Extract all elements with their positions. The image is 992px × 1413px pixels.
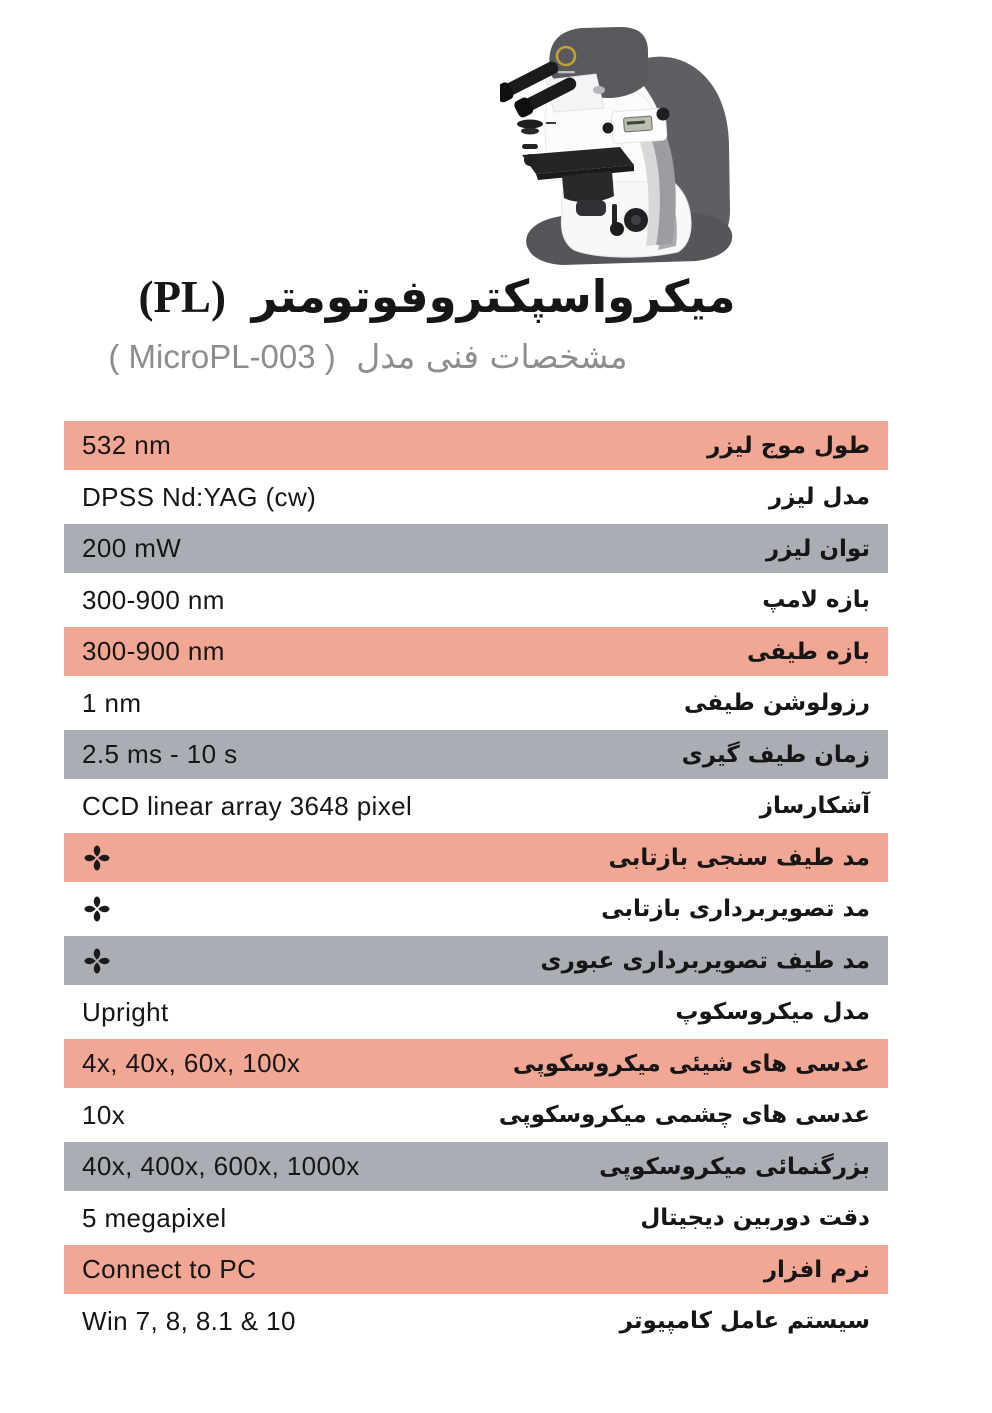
spec-row-lamp-range bbox=[64, 576, 888, 625]
spec-row-laser-power bbox=[64, 524, 888, 573]
page-title-persian: میکرواسپکتروفوتومتر bbox=[251, 270, 736, 323]
spec-value: DPSS Nd:YAG (cw) bbox=[82, 481, 317, 512]
spec-row-spectral-resolution bbox=[64, 679, 888, 728]
spec-row-magnification bbox=[64, 1142, 888, 1191]
page-subtitle-model: ( MicroPL-003 ) bbox=[108, 338, 336, 375]
spec-row-acquisition-time bbox=[64, 730, 888, 779]
spec-label: عدسی های شیئی میکروسکوپی bbox=[512, 1050, 870, 1077]
spec-label: بازه طیفی bbox=[747, 638, 870, 665]
spec-row-software bbox=[64, 1245, 888, 1294]
spec-value: Connect to PC bbox=[82, 1254, 257, 1284]
spec-value: 40x, 400x, 600x, 1000x bbox=[82, 1151, 360, 1181]
spec-value: 200 mW bbox=[82, 533, 182, 563]
spec-label: بزرگنمائی میکروسکوپی bbox=[599, 1153, 870, 1180]
spec-label: توان لیزر bbox=[765, 535, 870, 562]
spec-value: 10x bbox=[82, 1099, 126, 1130]
spec-value: Win 7, 8, 8.1 & 10 bbox=[82, 1305, 296, 1336]
spec-row-detector bbox=[64, 782, 888, 831]
four-petal-asterisk-icon bbox=[82, 894, 112, 924]
four-petal-asterisk-icon bbox=[82, 843, 112, 873]
spec-label: آشکارساز bbox=[759, 793, 870, 819]
spec-value: 2.5 ms - 10 s bbox=[82, 739, 238, 769]
spec-value: 5 megapixel bbox=[82, 1202, 227, 1233]
spec-label: مد طیف تصویربرداری عبوری bbox=[540, 947, 870, 974]
spec-value: CCD linear array 3648 pixel bbox=[82, 790, 413, 821]
spec-row-reflective-imaging-mode bbox=[64, 885, 888, 934]
spec-value: 532 nm bbox=[82, 430, 172, 460]
page-subtitle-persian: مشخصات فنی مدل bbox=[356, 337, 628, 376]
spec-label: مدل میکروسکوپ bbox=[675, 999, 870, 1025]
spec-row-eyepiece-lenses bbox=[64, 1091, 888, 1140]
spec-value bbox=[82, 946, 112, 976]
microscope-illustration bbox=[500, 14, 755, 276]
spec-row-reflective-spectroscopy-mode bbox=[64, 833, 888, 882]
spec-row-spectral-range bbox=[64, 627, 888, 676]
spec-row-transmission-imaging-mode bbox=[64, 936, 888, 985]
spec-value bbox=[82, 894, 112, 924]
spec-row-camera-resolution bbox=[64, 1194, 888, 1243]
spec-value: 300-900 nm bbox=[82, 584, 225, 615]
spec-row-microscope-model bbox=[64, 988, 888, 1037]
spec-label: مد طیف سنجی بازتابی bbox=[608, 844, 870, 871]
spec-value bbox=[82, 843, 112, 873]
spec-label: سیستم عامل کامپیوتر bbox=[619, 1308, 870, 1334]
spec-value: 4x, 40x, 60x, 100x bbox=[82, 1048, 301, 1078]
page-title bbox=[0, 270, 874, 323]
spec-row-laser-wavelength bbox=[64, 421, 888, 470]
page-subtitle bbox=[0, 337, 736, 376]
spec-value: Upright bbox=[82, 996, 169, 1027]
spec-label: عدسی های چشمی میکروسکوپی bbox=[498, 1102, 870, 1128]
spec-label: دقت دوربین دیجیتال bbox=[640, 1205, 870, 1231]
spec-label: بازه لامپ bbox=[762, 587, 870, 613]
spec-label: نرم افزار bbox=[763, 1256, 870, 1283]
spec-value: 300-900 nm bbox=[82, 636, 225, 666]
spec-label: طول موج لیزر bbox=[707, 432, 870, 459]
spec-label: مدل لیزر bbox=[768, 484, 870, 510]
spec-row-operating-system bbox=[64, 1297, 888, 1346]
spec-row-laser-model bbox=[64, 473, 888, 522]
spec-label: رزولوشن طیفی bbox=[683, 690, 870, 716]
four-petal-asterisk-icon bbox=[82, 946, 112, 976]
spec-value: 1 nm bbox=[82, 687, 142, 718]
spec-table bbox=[64, 421, 888, 1346]
spec-label: مد تصویربرداری بازتابی bbox=[601, 896, 870, 922]
spec-label: زمان طیف گیری bbox=[681, 741, 870, 768]
page-title-latin: (PL) bbox=[138, 272, 226, 322]
spec-row-objective-lenses bbox=[64, 1039, 888, 1088]
